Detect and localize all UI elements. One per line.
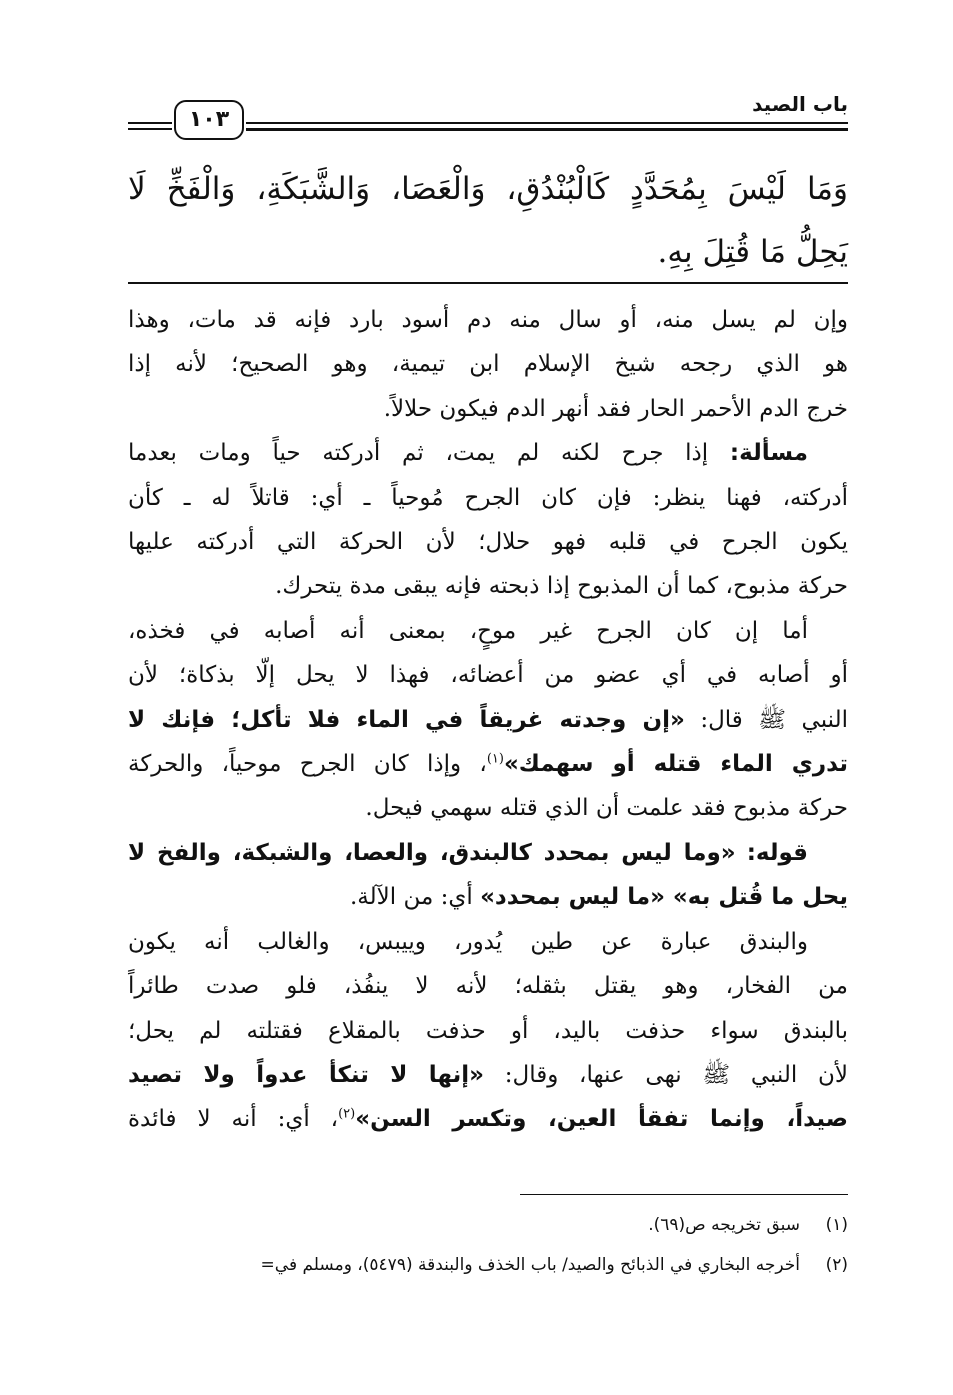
text-line <box>128 875 848 919</box>
text-span: النبي ﷺ قال: <box>684 706 848 733</box>
text-line <box>128 831 848 875</box>
paragraph <box>128 920 848 1142</box>
text-line <box>128 698 848 742</box>
paragraph <box>128 298 848 431</box>
text-line: أدركته، فهنا ينظر: فإن كان الجرح مُوحياً ـ أي: قاتلاً له ـ كأن <box>128 484 848 511</box>
text-line: من الفخار، وهو يقتل بثقله؛ لأنه لا ينفُذ، فلو صدت طائراً <box>128 973 848 1000</box>
footnote-text: أخرجه البخاري في الذبائح والصيد/ باب الخذف والبندقة (٥٤٧٩)، ومسلم في= <box>260 1255 800 1275</box>
hadith-quote: تدري الماء قتله أو سهمك» <box>503 751 848 778</box>
page-number: ١٠٣ <box>174 100 244 140</box>
text-line: أو أصابه في أي عضو من أعضائه، فهذا لا يحل إلّا بذكاة؛ لأن <box>128 662 848 689</box>
chapter-title: باب الصيد <box>752 92 848 116</box>
text-line: وإن لم يسل منه، أو سال منه دم أسود بارد فإنه قد مات، وهذا <box>128 307 848 333</box>
hadith-quote: صيداً، وإنما تفقأ العين، وتكسر السن» <box>355 1106 849 1133</box>
hadith-quote: «إن وجدته غريقاً في الماء فلا تأكل؛ فإنك لا <box>128 706 685 733</box>
footnote-text: سبق تخريجه ص(٦٩). <box>648 1215 800 1235</box>
text-span: لأن النبي ﷺ نهى عنها، وقال: <box>484 1061 848 1088</box>
matn-quote: يحل ما قُتل به» «ما ليس بمحدد» <box>480 884 848 911</box>
text-line <box>128 742 848 786</box>
text-line: هو الذي رجحه شيخ الإسلام ابن تيمية، وهو الصحيح؛ لأنه إذا <box>128 351 848 378</box>
page-header <box>128 92 848 144</box>
paragraph <box>128 609 848 831</box>
footnote-ref: (٢) <box>338 1106 356 1122</box>
paragraph <box>128 431 848 609</box>
footnote-number: (٢) <box>825 1255 848 1275</box>
matn-separator <box>128 282 848 284</box>
header-rule-left-top <box>128 122 172 124</box>
text-line <box>128 1053 848 1097</box>
matn-text <box>128 158 848 284</box>
text-span: ، وإذا كان الجرح موحياً، والحركة <box>128 751 487 778</box>
text-span: أي: من الآلة. <box>350 884 481 911</box>
header-rule-right-bottom <box>246 128 848 131</box>
text-line: يكون الجرح في قلبه فهو حلال؛ لأن الحركة التي أدركته عليها <box>128 529 848 556</box>
header-rule-left-bottom <box>128 128 172 130</box>
paragraph <box>128 831 848 920</box>
footnote-separator <box>520 1194 848 1195</box>
text-line <box>128 431 848 475</box>
text-line: والبندق عبارة عن طين يُدور، وييبس، والغالب أنه يكون <box>128 928 808 955</box>
issue-label: مسألة: <box>729 440 808 467</box>
text-line: أما إن كان الجرح غير موحٍ، بمعنى أنه أصابه في فخذه، <box>128 617 808 644</box>
matn-quote: «وما ليس بمحدد كالبندق، والعصا، والشبكة، والفخ لا <box>128 839 736 866</box>
header-rule-right-top <box>246 122 848 124</box>
text-span: ، أي: أنه لا فائدة <box>128 1106 339 1133</box>
footnote <box>108 1245 848 1285</box>
hadith-quote: «إنها لا تنكأ عدواً ولا تصيد <box>128 1061 485 1088</box>
text-line <box>128 1097 848 1141</box>
quote-label: قوله: <box>746 839 808 866</box>
text-line: بالبندق سواء حذفت باليد، أو حذفت بالمقلاع فقتلته لم يحل؛ <box>128 1017 848 1044</box>
footnote-number: (١) <box>825 1215 848 1235</box>
matn-line: يَحِلُّ مَا قُتِلَ بِهِ. <box>657 234 848 270</box>
text-line: حركة مذبوح فقد علمت أن الذي قتله سهمي فيحل. <box>365 795 848 822</box>
text-line: خرج الدم الأحمر الحار فقد أنهر الدم فيكون حلالاً. <box>383 395 848 422</box>
text-span: إذا جرح لكنه لم يمت، ثم أدركته حياً ومات بعدما <box>128 440 709 467</box>
footnote-ref: (١) <box>486 751 504 767</box>
matn-line: وَمَا لَيْسَ بِمُحَدَّدٍ كَالْبُنْدُقِ، وَالْعَصَا، وَالشَّبَكَةِ، وَالْفَخِّ لَا <box>128 171 848 207</box>
footnotes <box>108 1205 848 1285</box>
text-line: حركة مذبوح، كما أن المذبوح إذا ذبحته فإنه يبقى مدة يتحرك. <box>275 573 848 600</box>
commentary-body <box>128 298 848 1142</box>
footnote <box>108 1205 848 1245</box>
